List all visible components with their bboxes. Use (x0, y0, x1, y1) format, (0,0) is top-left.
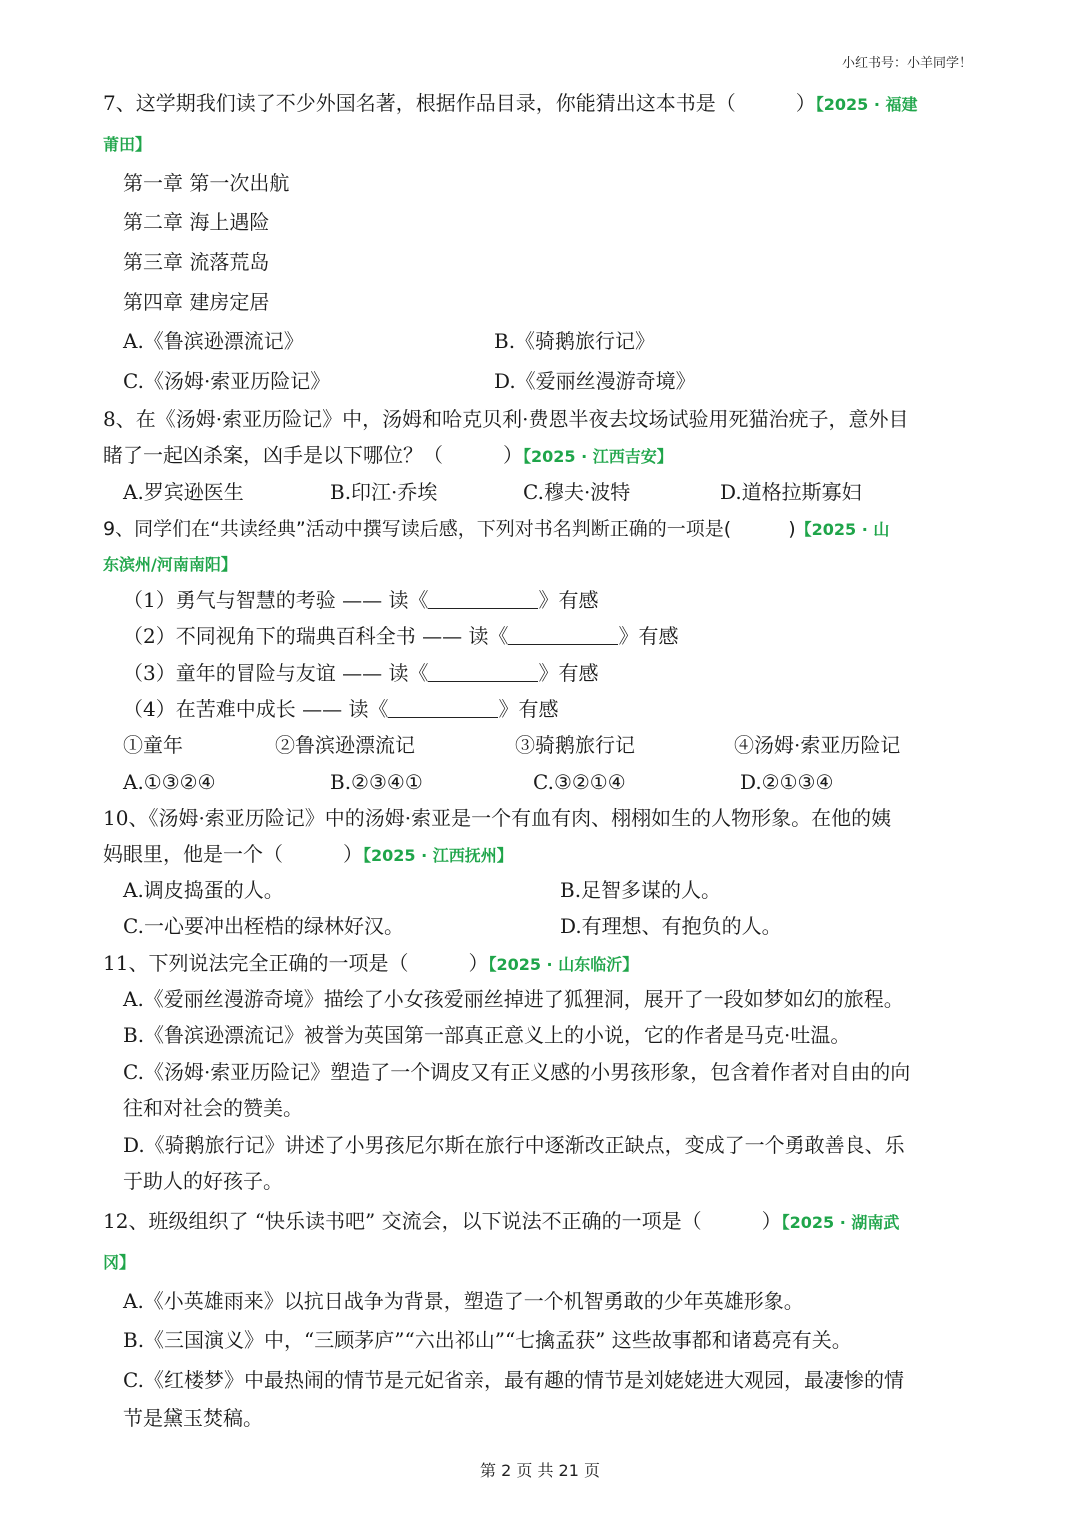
answer-blank[interactable] (428, 661, 538, 682)
q12-option-a: A.《小英雄雨来》以抗日战争为背景，塑造了一个机智勇敢的少年英雄形象。 (123, 1289, 804, 1313)
q10-option-d: D.有理想、有抱负的人。 (560, 914, 782, 938)
answer-blank[interactable] (388, 697, 498, 718)
q9-option-a: A.①③②④ (123, 770, 216, 794)
q9-stem: 9、同学们在“共读经典”活动中撰写读后感，下列对书名判断正确的一项是( ) (103, 518, 796, 540)
q12-stem: 12、班级组织了 “快乐读书吧” 交流会，以下说法不正确的一项是（ ） (103, 1209, 782, 1233)
q7-stem-line (103, 89, 918, 119)
q9-option-c: C.③②①④ (533, 770, 626, 794)
page-number: 第 2 页 共 21 页 (480, 1461, 600, 1480)
q9-option-b: B.②③④① (330, 770, 423, 794)
q8-option-d: D.道格拉斯寡妇 (720, 480, 862, 504)
q12-stem-line (103, 1207, 899, 1237)
q7-option-b: B.《骑鹅旅行记》 (494, 329, 656, 353)
q8-option-b: B.印江·乔埃 (330, 480, 438, 504)
q7-chapter: 第二章 海上遇险 (123, 210, 270, 234)
q10-source-tag: 【2025 · 江西抚州】 (363, 846, 513, 865)
q8-source-tag: 【2025 · 江西吉安】 (523, 447, 673, 466)
q9-item-4: （4）在苦难中成长 —— 读《 》有感 (123, 697, 559, 721)
q10-stem-line2 (103, 840, 513, 870)
q11-option-b: B.《鲁滨逊漂流记》被誉为英国第一部真正意义上的小说，它的作者是马克·吐温。 (123, 1023, 851, 1047)
q9-item-2: （2）不同视角下的瑞典百科全书 —— 读《 》有感 (123, 624, 679, 648)
q7-option-c: C.《汤姆·索亚历险记》 (123, 369, 331, 393)
q10-stem: 妈眼里，他是一个（ ） (103, 842, 363, 866)
q10-option-b: B.足智多谋的人。 (560, 878, 722, 902)
q7-chapter: 第四章 建房定居 (123, 290, 270, 314)
q9-book: ②鲁滨逊漂流记 (275, 733, 415, 757)
q9-source-tag: 【2025 · 山 (795, 520, 890, 539)
q9-item-3: （3）童年的冒险与友谊 —— 读《 》有感 (123, 661, 599, 685)
q11-stem-line (103, 949, 638, 979)
q12-option-b: B.《三国演义》中，“三顾茅庐”“六出祁山”“七擒孟获” 这些故事都和诸葛亮有关。 (123, 1328, 852, 1352)
q11-option-d-cont: 于助人的好孩子。 (123, 1169, 283, 1193)
q7-option-a: A.《鲁滨逊漂流记》 (123, 329, 304, 353)
q9-book: ③骑鹅旅行记 (515, 733, 635, 757)
q11-option-d: D.《骑鹅旅行记》讲述了小男孩尼尔斯在旅行中逐渐改正缺点，变成了一个勇敢善良、乐 (123, 1133, 905, 1157)
q12-option-c-cont: 节是黛玉焚稿。 (123, 1406, 263, 1430)
q12-source-tag-cont: 冈】 (103, 1253, 136, 1272)
q7-chapter: 第一章 第一次出航 (123, 171, 290, 195)
q8-stem-line2 (103, 441, 673, 471)
q10-stem-line1: 10、《汤姆·索亚历险记》中的汤姆·索亚是一个有血有肉、栩栩如生的人物形象。在他的姨 (103, 806, 892, 830)
q10-option-c: C.一心要冲出桎梏的绿林好汉。 (123, 914, 404, 938)
watermark: 小红书号：小羊同学！ (841, 56, 972, 71)
q9-book: ①童年 (123, 733, 183, 757)
q7-source-tag-cont: 莆田】 (103, 135, 152, 154)
q9-item-1: （1）勇气与智慧的考验 —— 读《 》有感 (123, 588, 599, 612)
q11-stem: 11、下列说法完全正确的一项是（ ） (103, 951, 489, 975)
q11-option-a: A.《爱丽丝漫游奇境》描绘了小女孩爱丽丝掉进了狐狸洞，展开了一段如梦如幻的旅程。 (123, 987, 904, 1011)
q8-stem: 睹了一起凶杀案，凶手是以下哪位？（ ） (103, 443, 523, 467)
q9-source-tag-cont: 东滨州/河南南阳】 (103, 555, 237, 574)
q12-source-tag: 【2025 · 湖南武 (781, 1213, 900, 1232)
answer-blank[interactable] (428, 588, 538, 609)
q7-stem: 7、这学期我们读了不少外国名著，根据作品目录，你能猜出这本书是（ ） (103, 91, 816, 115)
q10-option-a: A.调皮捣蛋的人。 (123, 878, 284, 902)
q8-stem-line1: 8、在《汤姆·索亚历险记》中，汤姆和哈克贝利·费恩半夜去坟场试验用死猫治疣子，意外目 (103, 407, 909, 431)
q9-option-d: D.②①③④ (740, 770, 834, 794)
answer-blank[interactable] (508, 624, 618, 645)
q7-source-tag: 【2025 · 福建 (815, 95, 918, 114)
q7-chapter: 第三章 流落荒岛 (123, 250, 270, 274)
q11-option-c: C.《汤姆·索亚历险记》塑造了一个调皮又有正义感的小男孩形象，包含着作者对自由的向 (123, 1060, 911, 1084)
q9-stem-line (103, 515, 889, 544)
q8-option-c: C.穆夫·波特 (523, 480, 631, 504)
q7-option-d: D.《爱丽丝漫游奇境》 (494, 369, 696, 393)
q11-source-tag: 【2025 · 山东临沂】 (488, 955, 639, 974)
q8-option-a: A.罗宾逊医生 (123, 480, 244, 504)
q12-option-c: C.《红楼梦》中最热闹的情节是元妃省亲，最有趣的情节是刘姥姥进大观园，最凄惨的情 (123, 1368, 904, 1392)
q9-book: ④汤姆·索亚历险记 (734, 733, 901, 757)
q11-option-c-cont: 往和对社会的赞美。 (123, 1096, 303, 1120)
